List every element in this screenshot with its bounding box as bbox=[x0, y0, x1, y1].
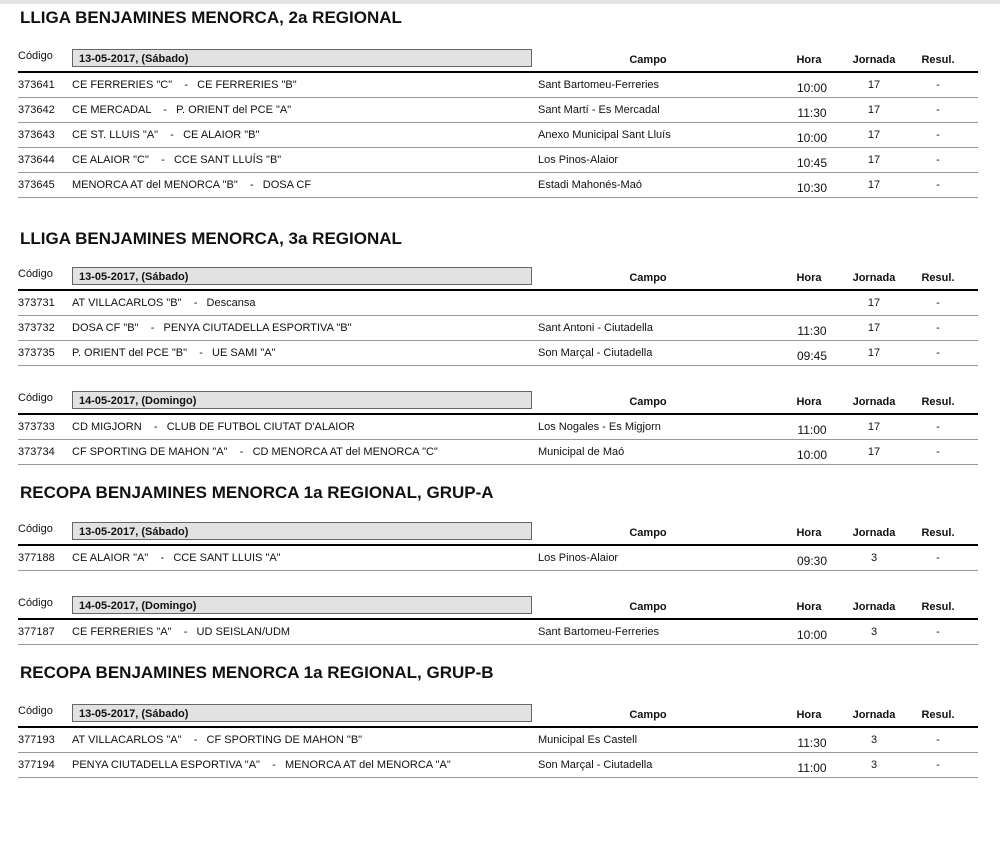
cell-codigo: 373731 bbox=[18, 297, 55, 309]
cell-match: CE ALAIOR "C" - CCE SANT LLUÍS "B" bbox=[72, 154, 282, 166]
top-strip bbox=[0, 0, 1000, 4]
table-row bbox=[18, 98, 978, 123]
date-box: 13-05-2017, (Sábado) bbox=[72, 522, 532, 540]
cell-match: CE FERRERIES "A" - UD SEISLAN/UDM bbox=[72, 626, 291, 638]
date-box: 13-05-2017, (Sábado) bbox=[72, 267, 532, 285]
cell-campo: Los Nogales - Es Migjorn bbox=[538, 421, 661, 433]
table-row bbox=[18, 341, 978, 366]
header-jornada: Jornada bbox=[852, 601, 896, 613]
cell-codigo: 373732 bbox=[18, 322, 55, 334]
section-title: LLIGA BENJAMINES MENORCA, 3a REGIONAL bbox=[20, 229, 402, 248]
cell-campo: Sant Bartomeu-Ferreries bbox=[538, 79, 660, 91]
header-resul: Resul. bbox=[921, 601, 955, 613]
cell-campo: Los Pinos-Alaior bbox=[538, 552, 619, 564]
table-row bbox=[18, 440, 978, 465]
date-box: 14-05-2017, (Domingo) bbox=[72, 596, 532, 614]
header-jornada: Jornada bbox=[852, 54, 896, 66]
cell-resul: - bbox=[936, 79, 940, 91]
cell-jornada: 17 bbox=[867, 129, 881, 141]
header-jornada: Jornada bbox=[852, 709, 896, 721]
cell-match: CE ALAIOR "A" - CCE SANT LLUIS "A" bbox=[72, 552, 281, 564]
header-resul: Resul. bbox=[921, 54, 955, 66]
cell-hora: 11:00 bbox=[797, 423, 827, 437]
match-block bbox=[18, 596, 978, 645]
match-block bbox=[18, 267, 978, 366]
cell-resul: - bbox=[936, 734, 940, 746]
header-campo: Campo bbox=[629, 601, 667, 613]
cell-resul: - bbox=[936, 446, 940, 458]
cell-jornada: 17 bbox=[867, 104, 881, 116]
cell-resul: - bbox=[936, 347, 940, 359]
cell-jornada: 17 bbox=[867, 322, 881, 334]
header-campo: Campo bbox=[629, 709, 667, 721]
header-resul: Resul. bbox=[921, 527, 955, 539]
cell-codigo: 373735 bbox=[18, 347, 55, 359]
cell-codigo: 377187 bbox=[18, 626, 55, 638]
cell-codigo: 373644 bbox=[18, 154, 55, 166]
header-jornada: Jornada bbox=[852, 396, 896, 408]
match-block bbox=[18, 522, 978, 571]
table-row bbox=[18, 73, 978, 98]
cell-codigo: 373643 bbox=[18, 129, 55, 141]
cell-codigo: 377188 bbox=[18, 552, 55, 564]
table-row bbox=[18, 173, 978, 198]
cell-codigo: 377193 bbox=[18, 734, 55, 746]
cell-codigo: 373733 bbox=[18, 421, 55, 433]
cell-jornada: 17 bbox=[867, 79, 881, 91]
cell-codigo: 373645 bbox=[18, 179, 55, 191]
table-row bbox=[18, 291, 978, 316]
cell-resul: - bbox=[936, 179, 940, 191]
header-codigo: Código bbox=[18, 50, 53, 62]
header-campo: Campo bbox=[629, 396, 667, 408]
cell-hora: 11:00 bbox=[797, 761, 827, 775]
header-campo: Campo bbox=[629, 272, 667, 284]
cell-resul: - bbox=[936, 421, 940, 433]
cell-hora: 10:00 bbox=[796, 628, 828, 642]
cell-match: AT VILLACARLOS "B" - Descansa bbox=[72, 297, 256, 309]
header-hora: Hora bbox=[796, 54, 822, 66]
cell-hora: 10:00 bbox=[796, 448, 828, 462]
table-row bbox=[18, 620, 978, 645]
header-codigo: Código bbox=[18, 705, 53, 717]
header-resul: Resul. bbox=[921, 396, 955, 408]
cell-campo: Son Marçal - Ciutadella bbox=[538, 347, 653, 359]
header-codigo: Código bbox=[18, 523, 53, 535]
cell-hora: 11:30 bbox=[797, 106, 827, 120]
cell-jornada: 3 bbox=[870, 759, 878, 771]
cell-codigo: 377194 bbox=[18, 759, 55, 771]
cell-jornada: 17 bbox=[867, 347, 881, 359]
cell-jornada: 17 bbox=[867, 421, 881, 433]
table-header bbox=[18, 267, 978, 291]
table-row bbox=[18, 415, 978, 440]
table-row bbox=[18, 148, 978, 173]
table-row bbox=[18, 753, 978, 778]
header-resul: Resul. bbox=[921, 272, 955, 284]
cell-jornada: 17 bbox=[867, 297, 881, 309]
header-campo: Campo bbox=[629, 54, 667, 66]
table-header bbox=[18, 522, 978, 546]
date-box: 13-05-2017, (Sábado) bbox=[72, 704, 532, 722]
cell-jornada: 17 bbox=[867, 446, 881, 458]
cell-resul: - bbox=[936, 552, 940, 564]
cell-hora: 09:45 bbox=[796, 349, 828, 363]
section-title: LLIGA BENJAMINES MENORCA, 2a REGIONAL bbox=[20, 8, 402, 27]
table-header bbox=[18, 596, 978, 620]
cell-campo: Sant Martí - Es Mercadal bbox=[538, 104, 660, 116]
cell-match: DOSA CF "B" - PENYA CIUTADELLA ESPORTIVA "B" bbox=[72, 322, 352, 334]
header-hora: Hora bbox=[796, 272, 822, 284]
cell-campo: Sant Bartomeu-Ferreries bbox=[538, 626, 660, 638]
cell-campo: Los Pinos-Alaior bbox=[538, 154, 619, 166]
header-codigo: Código bbox=[18, 268, 53, 280]
cell-resul: - bbox=[936, 154, 940, 166]
cell-resul: - bbox=[936, 104, 940, 116]
cell-campo: Son Marçal - Ciutadella bbox=[538, 759, 653, 771]
cell-resul: - bbox=[936, 759, 940, 771]
cell-match: CF SPORTING DE MAHON "A" - CD MENORCA AT del MENORCA "C" bbox=[72, 446, 438, 458]
header-resul: Resul. bbox=[921, 709, 955, 721]
cell-campo: Sant Antoni - Ciutadella bbox=[538, 322, 653, 334]
cell-match: PENYA CIUTADELLA ESPORTIVA "A" - MENORCA AT del MENORCA "A" bbox=[72, 759, 451, 771]
cell-match: CE FERRERIES "C" - CE FERRERIES "B" bbox=[72, 79, 297, 91]
cell-hora: 11:30 bbox=[797, 736, 827, 750]
section-title: RECOPA BENJAMINES MENORCA 1a REGIONAL, GRUP-B bbox=[20, 663, 494, 682]
table-row bbox=[18, 123, 978, 148]
header-codigo: Código bbox=[18, 597, 53, 609]
cell-match: CE MERCADAL - P. ORIENT del PCE "A" bbox=[72, 104, 292, 116]
cell-jornada: 3 bbox=[870, 626, 878, 638]
header-hora: Hora bbox=[796, 709, 822, 721]
header-jornada: Jornada bbox=[852, 272, 896, 284]
cell-codigo: 373641 bbox=[18, 79, 55, 91]
header-campo: Campo bbox=[629, 527, 667, 539]
match-block bbox=[18, 49, 978, 198]
cell-jornada: 3 bbox=[870, 734, 878, 746]
cell-resul: - bbox=[936, 129, 940, 141]
cell-hora: 10:00 bbox=[796, 131, 828, 145]
cell-campo: Municipal Es Castell bbox=[538, 734, 638, 746]
header-hora: Hora bbox=[796, 527, 822, 539]
cell-resul: - bbox=[936, 297, 940, 309]
header-codigo: Código bbox=[18, 392, 53, 404]
table-header bbox=[18, 704, 978, 728]
cell-hora: 10:45 bbox=[796, 156, 828, 170]
match-block bbox=[18, 391, 978, 465]
cell-match: MENORCA AT del MENORCA "B" - DOSA CF bbox=[72, 179, 312, 191]
cell-match: CD MIGJORN - CLUB DE FUTBOL CIUTAT D'ALAIOR bbox=[72, 421, 355, 433]
cell-campo: Estadi Mahonés-Maó bbox=[538, 179, 642, 191]
header-jornada: Jornada bbox=[852, 527, 896, 539]
table-header bbox=[18, 391, 978, 415]
cell-jornada: 17 bbox=[867, 154, 881, 166]
date-box: 14-05-2017, (Domingo) bbox=[72, 391, 532, 409]
header-hora: Hora bbox=[796, 396, 822, 408]
cell-hora: 09:30 bbox=[796, 554, 828, 568]
cell-campo: Municipal de Maó bbox=[538, 446, 625, 458]
cell-match: AT VILLACARLOS "A" - CF SPORTING DE MAHON "B" bbox=[72, 734, 363, 746]
section-title: RECOPA BENJAMINES MENORCA 1a REGIONAL, GRUP-A bbox=[20, 483, 494, 502]
cell-jornada: 17 bbox=[867, 179, 881, 191]
table-header bbox=[18, 49, 978, 73]
cell-hora: 11:30 bbox=[797, 324, 827, 338]
table-row bbox=[18, 316, 978, 341]
cell-resul: - bbox=[936, 626, 940, 638]
cell-hora: 10:30 bbox=[796, 181, 828, 195]
match-block bbox=[18, 704, 978, 778]
cell-campo: Anexo Municipal Sant Lluís bbox=[538, 129, 671, 141]
cell-codigo: 373734 bbox=[18, 446, 55, 458]
date-box: 13-05-2017, (Sábado) bbox=[72, 49, 532, 67]
cell-codigo: 373642 bbox=[18, 104, 55, 116]
table-row bbox=[18, 546, 978, 571]
cell-match: P. ORIENT del PCE "B" - UE SAMI "A" bbox=[72, 347, 276, 359]
table-row bbox=[18, 728, 978, 753]
header-hora: Hora bbox=[796, 601, 822, 613]
cell-jornada: 3 bbox=[870, 552, 878, 564]
cell-resul: - bbox=[936, 322, 940, 334]
cell-match: CE ST. LLUIS "A" - CE ALAIOR "B" bbox=[72, 129, 260, 141]
cell-hora: 10:00 bbox=[796, 81, 828, 95]
